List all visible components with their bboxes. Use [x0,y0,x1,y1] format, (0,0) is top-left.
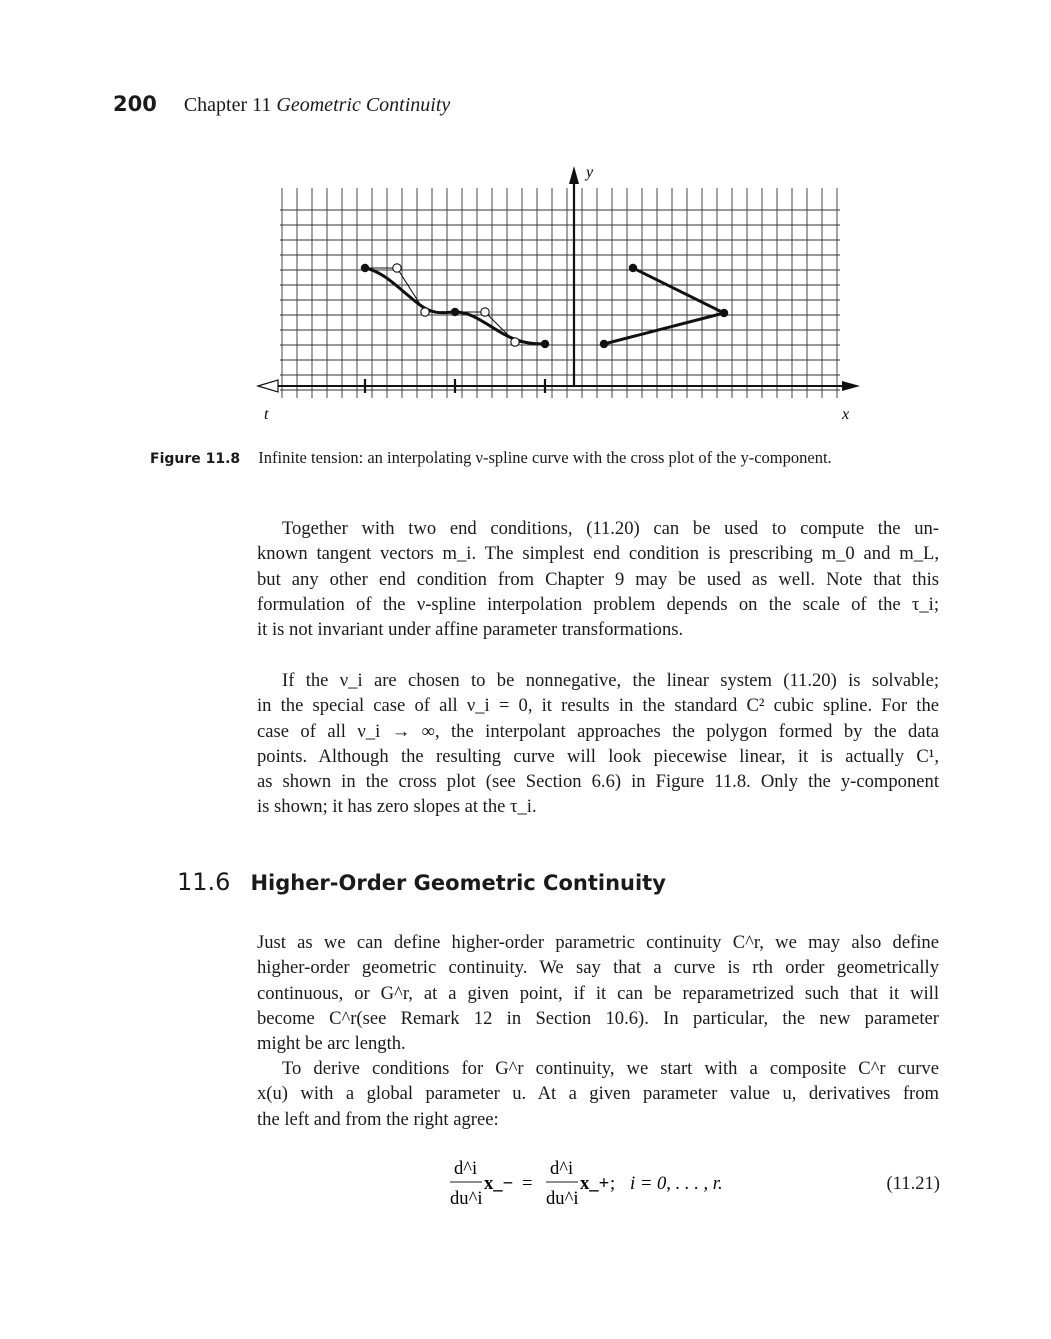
x-axis-label: x [842,406,850,423]
data-point [629,264,637,272]
text-line: Just as we can define higher-order parametric continuity C^r, we may also define [257,932,939,953]
y-axis-label: y [586,164,594,181]
spline-polyline [604,268,724,344]
running-head [113,92,450,117]
y-axis-arrow [569,166,579,184]
eq-equals: = [522,1173,533,1194]
text-line: higher-order geometric continuity. We say that a curve is rth order geometrically [257,957,939,979]
equation-body [440,1152,770,1222]
t-axis-label: t [264,406,269,423]
eq-numerator-left: d^i [454,1158,478,1179]
text-line: might be arc length. [257,1033,406,1055]
equation-number: (11.21) [886,1173,940,1194]
paragraph-3 [257,930,939,1056]
figure-11-8 [250,160,870,430]
data-point [451,308,459,316]
text-line: the left and from the right agree: [257,1108,499,1130]
text-line: If the ν_i are chosen to be nonnegative, the linear system (11.20) is solvable; [282,670,939,691]
paragraph-1 [257,516,939,642]
data-point [361,264,369,272]
paragraph-2 [257,668,939,820]
text-line: points. Although the resulting curve will look piecewise linear, it is actually C¹, [257,745,939,767]
text-line: formulation of the ν-spline interpolation problem depends on the scale of the τ_i; [257,593,939,615]
equation-11-21 [440,1152,940,1222]
control-point [511,338,519,346]
eq-condition: i = 0, . . . , r. [630,1173,723,1194]
grid-lines [280,188,840,398]
text-line: is shown; it has zero slopes at the τ_i. [257,796,537,818]
text-line: but any other end condition from Chapter 9 may be used as well. Note that this [257,568,939,590]
data-points [361,264,728,348]
data-point [600,340,608,348]
text-line: as shown in the cross plot (see Section 6.6) in Figure 11.8. Only the y-component [257,771,939,793]
paragraph-4 [257,1056,939,1132]
t-axis-arrow [258,380,278,392]
text-line: become C^r(see Remark 12 in Section 10.6). In particular, the new parameter [257,1007,939,1029]
eq-semicolon: ; [610,1173,616,1194]
spline-curves [365,268,724,344]
cross-plot-curve [365,268,545,344]
eq-denominator-right: du^i [546,1188,579,1209]
control-point [421,308,429,316]
eq-denominator-left: du^i [450,1188,483,1209]
text-line: case of all ν_i → ∞, the interpolant approaches the polygon formed by the data [257,720,939,742]
text-line: Together with two end conditions, (11.20) can be used to compute the un- [282,518,939,539]
caption-label: Figure 11.8 [150,451,241,467]
data-point [541,340,549,348]
section-heading [177,868,666,896]
chapter-label: Chapter 11 [183,94,272,116]
eq-left-vector: x_− [484,1173,514,1194]
text-line: in the special case of all ν_i = 0, it results in the standard C² cubic spline. For the [257,695,939,717]
control-polygon [365,268,545,344]
x-axis-arrow [842,381,860,391]
control-point [481,308,489,316]
text-line: known tangent vectors m_i. The simplest end condition is prescribing m_0 and m_L, [257,543,939,565]
control-point [393,264,401,272]
axes [258,166,860,393]
page-number: 200 [113,92,157,116]
text-line: continuous, or G^r, at a given point, if it can be reparametrized such that it will [257,982,939,1004]
eq-numerator-right: d^i [550,1158,574,1179]
text-line: it is not invariant under affine parameter transformations. [257,619,684,641]
text-line: To derive conditions for G^r continuity, we start with a composite C^r curve [282,1058,939,1079]
text-line: x(u) with a global parameter u. At a given parameter value u, derivatives from [257,1083,939,1105]
chapter-title: Geometric Continuity [276,94,451,116]
eq-right-vector: x_+ [580,1173,610,1194]
data-point [720,309,728,317]
caption-text: Infinite tension: an interpolating ν-spline curve with the cross plot of the y-component. [258,448,832,467]
figure-caption [150,448,970,468]
section-number: 11.6 [177,868,231,896]
section-title: Higher-Order Geometric Continuity [250,871,666,895]
